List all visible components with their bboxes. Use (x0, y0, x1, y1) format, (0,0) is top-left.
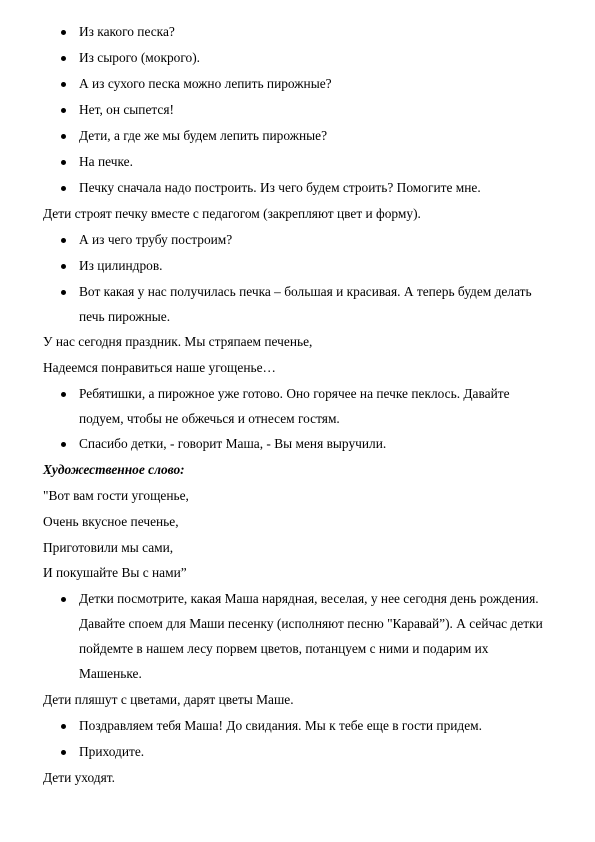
text-line: Приготовили мы сами, (43, 540, 174, 555)
bullet-icon (61, 264, 66, 269)
text-line: Надеемся понравиться наше угощенье… (43, 360, 276, 375)
text-line: А из чего трубу построим? (79, 232, 233, 247)
text-line: На печке. (79, 154, 133, 169)
bullet-icon (61, 108, 66, 113)
bullet-icon (61, 238, 66, 243)
bullet-icon (61, 186, 66, 191)
text-line: Из какого песка? (79, 24, 175, 39)
text-line: Дети, а где же мы будем лепить пирожные? (79, 128, 328, 143)
text-line: Дети пляшут с цветами, дарят цветы Маше. (43, 692, 294, 707)
text-line: Из цилиндров. (79, 258, 163, 273)
text-line: Из сырого (мокрого). (79, 50, 201, 65)
text-line: Детки посмотрите, какая Маша нарядная, веселая, у нее сегодня день рождения. (79, 591, 539, 606)
text-line: "Вот вам гости угощенье, (43, 488, 189, 503)
text-line: Давайте споем для Маши песенку (исполняют песню "Каравай”). А сейчас детки (79, 616, 543, 631)
bullet-icon (61, 750, 66, 755)
text-line: Машеньке. (79, 666, 142, 681)
bullet-icon (61, 134, 66, 139)
bullet-icon (61, 82, 66, 87)
text-line: Поздравляем тебя Маша! До свидания. Мы к тебе еще в гости придем. (79, 718, 483, 733)
text-line: Спасибо детки, - говорит Маша, - Вы меня выручили. (79, 436, 387, 451)
text-line: Дети строят печку вместе с педагогом (закрепляют цвет и форму). (43, 206, 421, 221)
bullet-icon (61, 30, 66, 35)
bullet-icon (61, 442, 66, 447)
text-line: подуем, чтобы не обжечься и отнесем гостям. (79, 411, 340, 426)
section-heading: Художественное слово: (43, 462, 185, 477)
text-line: Нет, он сыпется! (79, 102, 174, 117)
text-line: Печку сначала надо построить. Из чего будем строить? Помогите мне. (79, 180, 481, 195)
text-line: Приходите. (79, 744, 145, 759)
text-line: Ребятишки, а пирожное уже готово. Оно горячее на печке пеклось. Давайте (79, 386, 510, 401)
bullet-icon (61, 290, 66, 295)
text-line: Вот какая у нас получилась печка – большая и красивая. А теперь будем делать (79, 284, 532, 299)
bullet-icon (61, 56, 66, 61)
text-line: Очень вкусное печенье, (43, 514, 179, 529)
text-line: У нас сегодня праздник. Мы стряпаем печенье, (43, 334, 313, 349)
text-line: печь пирожные. (79, 309, 171, 324)
text-line: А из сухого песка можно лепить пирожные? (79, 76, 332, 91)
bullet-icon (61, 724, 66, 729)
bullet-icon (61, 392, 66, 397)
text-line: И покушайте Вы с нами” (43, 565, 187, 580)
bullet-icon (61, 597, 66, 602)
text-line: Дети уходят. (43, 770, 115, 785)
text-line: пойдемте в нашем лесу порвем цветов, потанцуем с ними и подарим их (79, 641, 489, 656)
bullet-icon (61, 160, 66, 165)
